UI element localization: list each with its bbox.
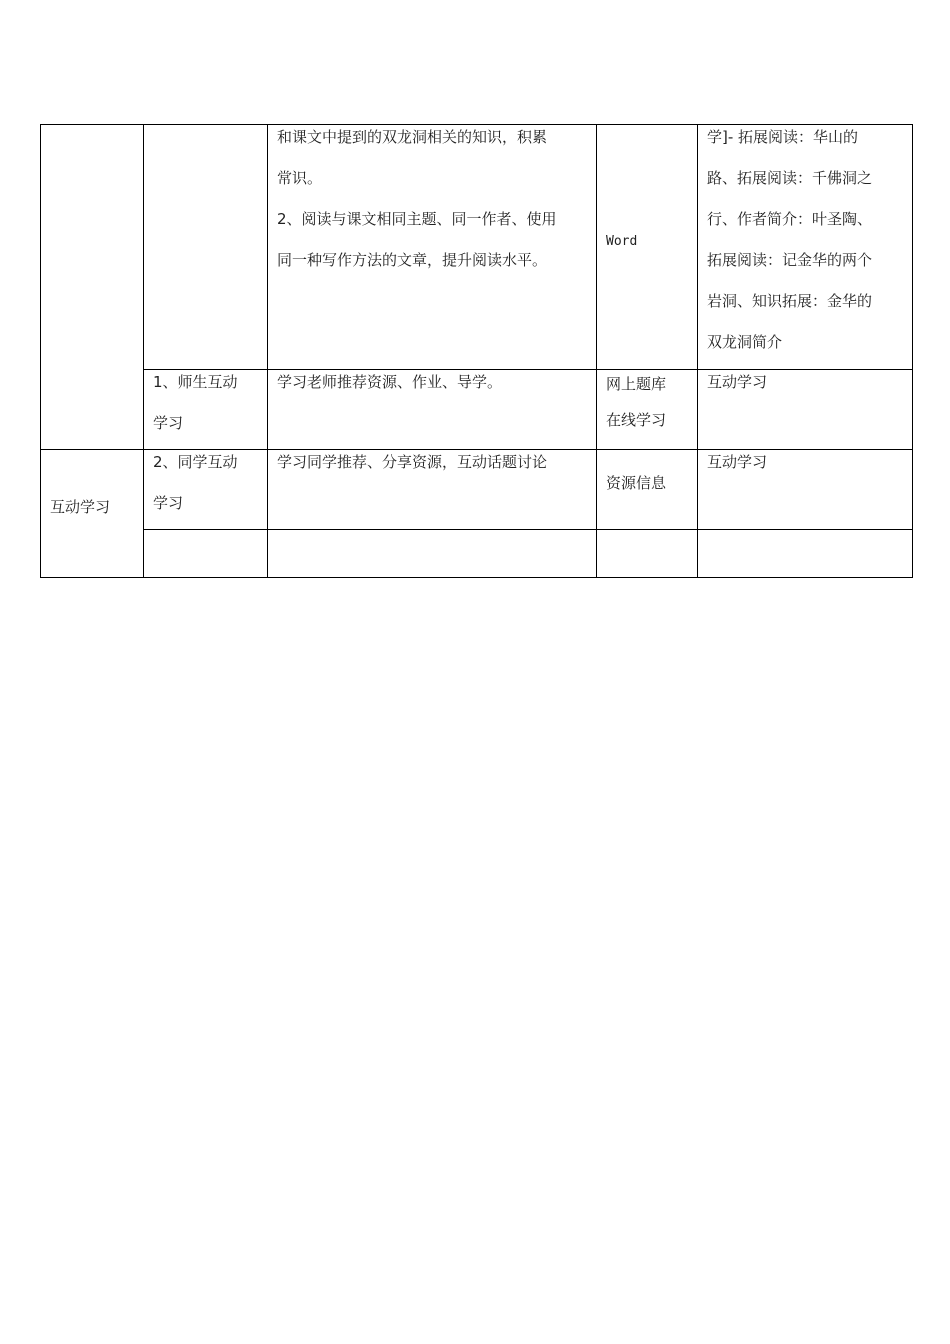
row-divider	[143, 529, 913, 530]
row2-activity-line: 1、师生互动	[153, 373, 238, 391]
row1-resource-line: 路、拓展阅读：千佛洞之	[707, 169, 873, 187]
row1-description-line: 同一种写作方法的文章，提升阅读水平。	[277, 251, 548, 269]
row3-activity-line: 学习	[153, 494, 184, 512]
row1-resource-line: 双龙洞简介	[707, 333, 783, 351]
row2-activity-cell	[153, 362, 263, 444]
row1-resource-line: 拓展阅读：记金华的两个	[707, 251, 873, 269]
row3-activity-cell	[153, 442, 263, 524]
column-divider	[143, 124, 144, 578]
column-divider	[267, 124, 268, 578]
table-border-left	[40, 124, 41, 578]
row1-description-line: 2、阅读与课文相同主题、同一作者、使用	[277, 210, 557, 228]
row1-resource-line: 学]- 拓展阅读：华山的	[707, 128, 859, 146]
column-divider	[596, 124, 597, 578]
row1-description-cell	[277, 117, 593, 281]
row1-resource-cell	[707, 117, 907, 363]
row2-description: 学习老师推荐资源、作业、导学。	[277, 373, 503, 391]
row2-format-cell	[606, 366, 694, 438]
row3-format: 资源信息	[606, 474, 667, 492]
row3-description: 学习同学推荐、分享资源，互动话题讨论	[277, 453, 548, 471]
row2-format-line: 在线学习	[606, 411, 667, 429]
column-divider	[697, 124, 698, 578]
row1-resource-line: 岩洞、知识拓展：金华的	[707, 292, 873, 310]
row2-activity-line: 学习	[153, 414, 184, 432]
row3-activity-line: 2、同学互动	[153, 453, 238, 471]
row2-resource: 互动学习	[707, 373, 768, 391]
row1-description-line: 和课文中提到的双龙洞相关的知识，积累	[277, 128, 548, 146]
row3-category: 互动学习	[50, 498, 111, 516]
table-border-bottom	[40, 577, 913, 578]
row1-resource-line: 行、作者简介：叶圣陶、	[707, 210, 873, 228]
row1-format: Word	[606, 234, 638, 249]
table-border-right	[912, 124, 913, 578]
row3-resource: 互动学习	[707, 453, 768, 471]
row2-format-line: 网上题库	[606, 375, 667, 393]
row1-description-line: 常识。	[277, 169, 323, 187]
